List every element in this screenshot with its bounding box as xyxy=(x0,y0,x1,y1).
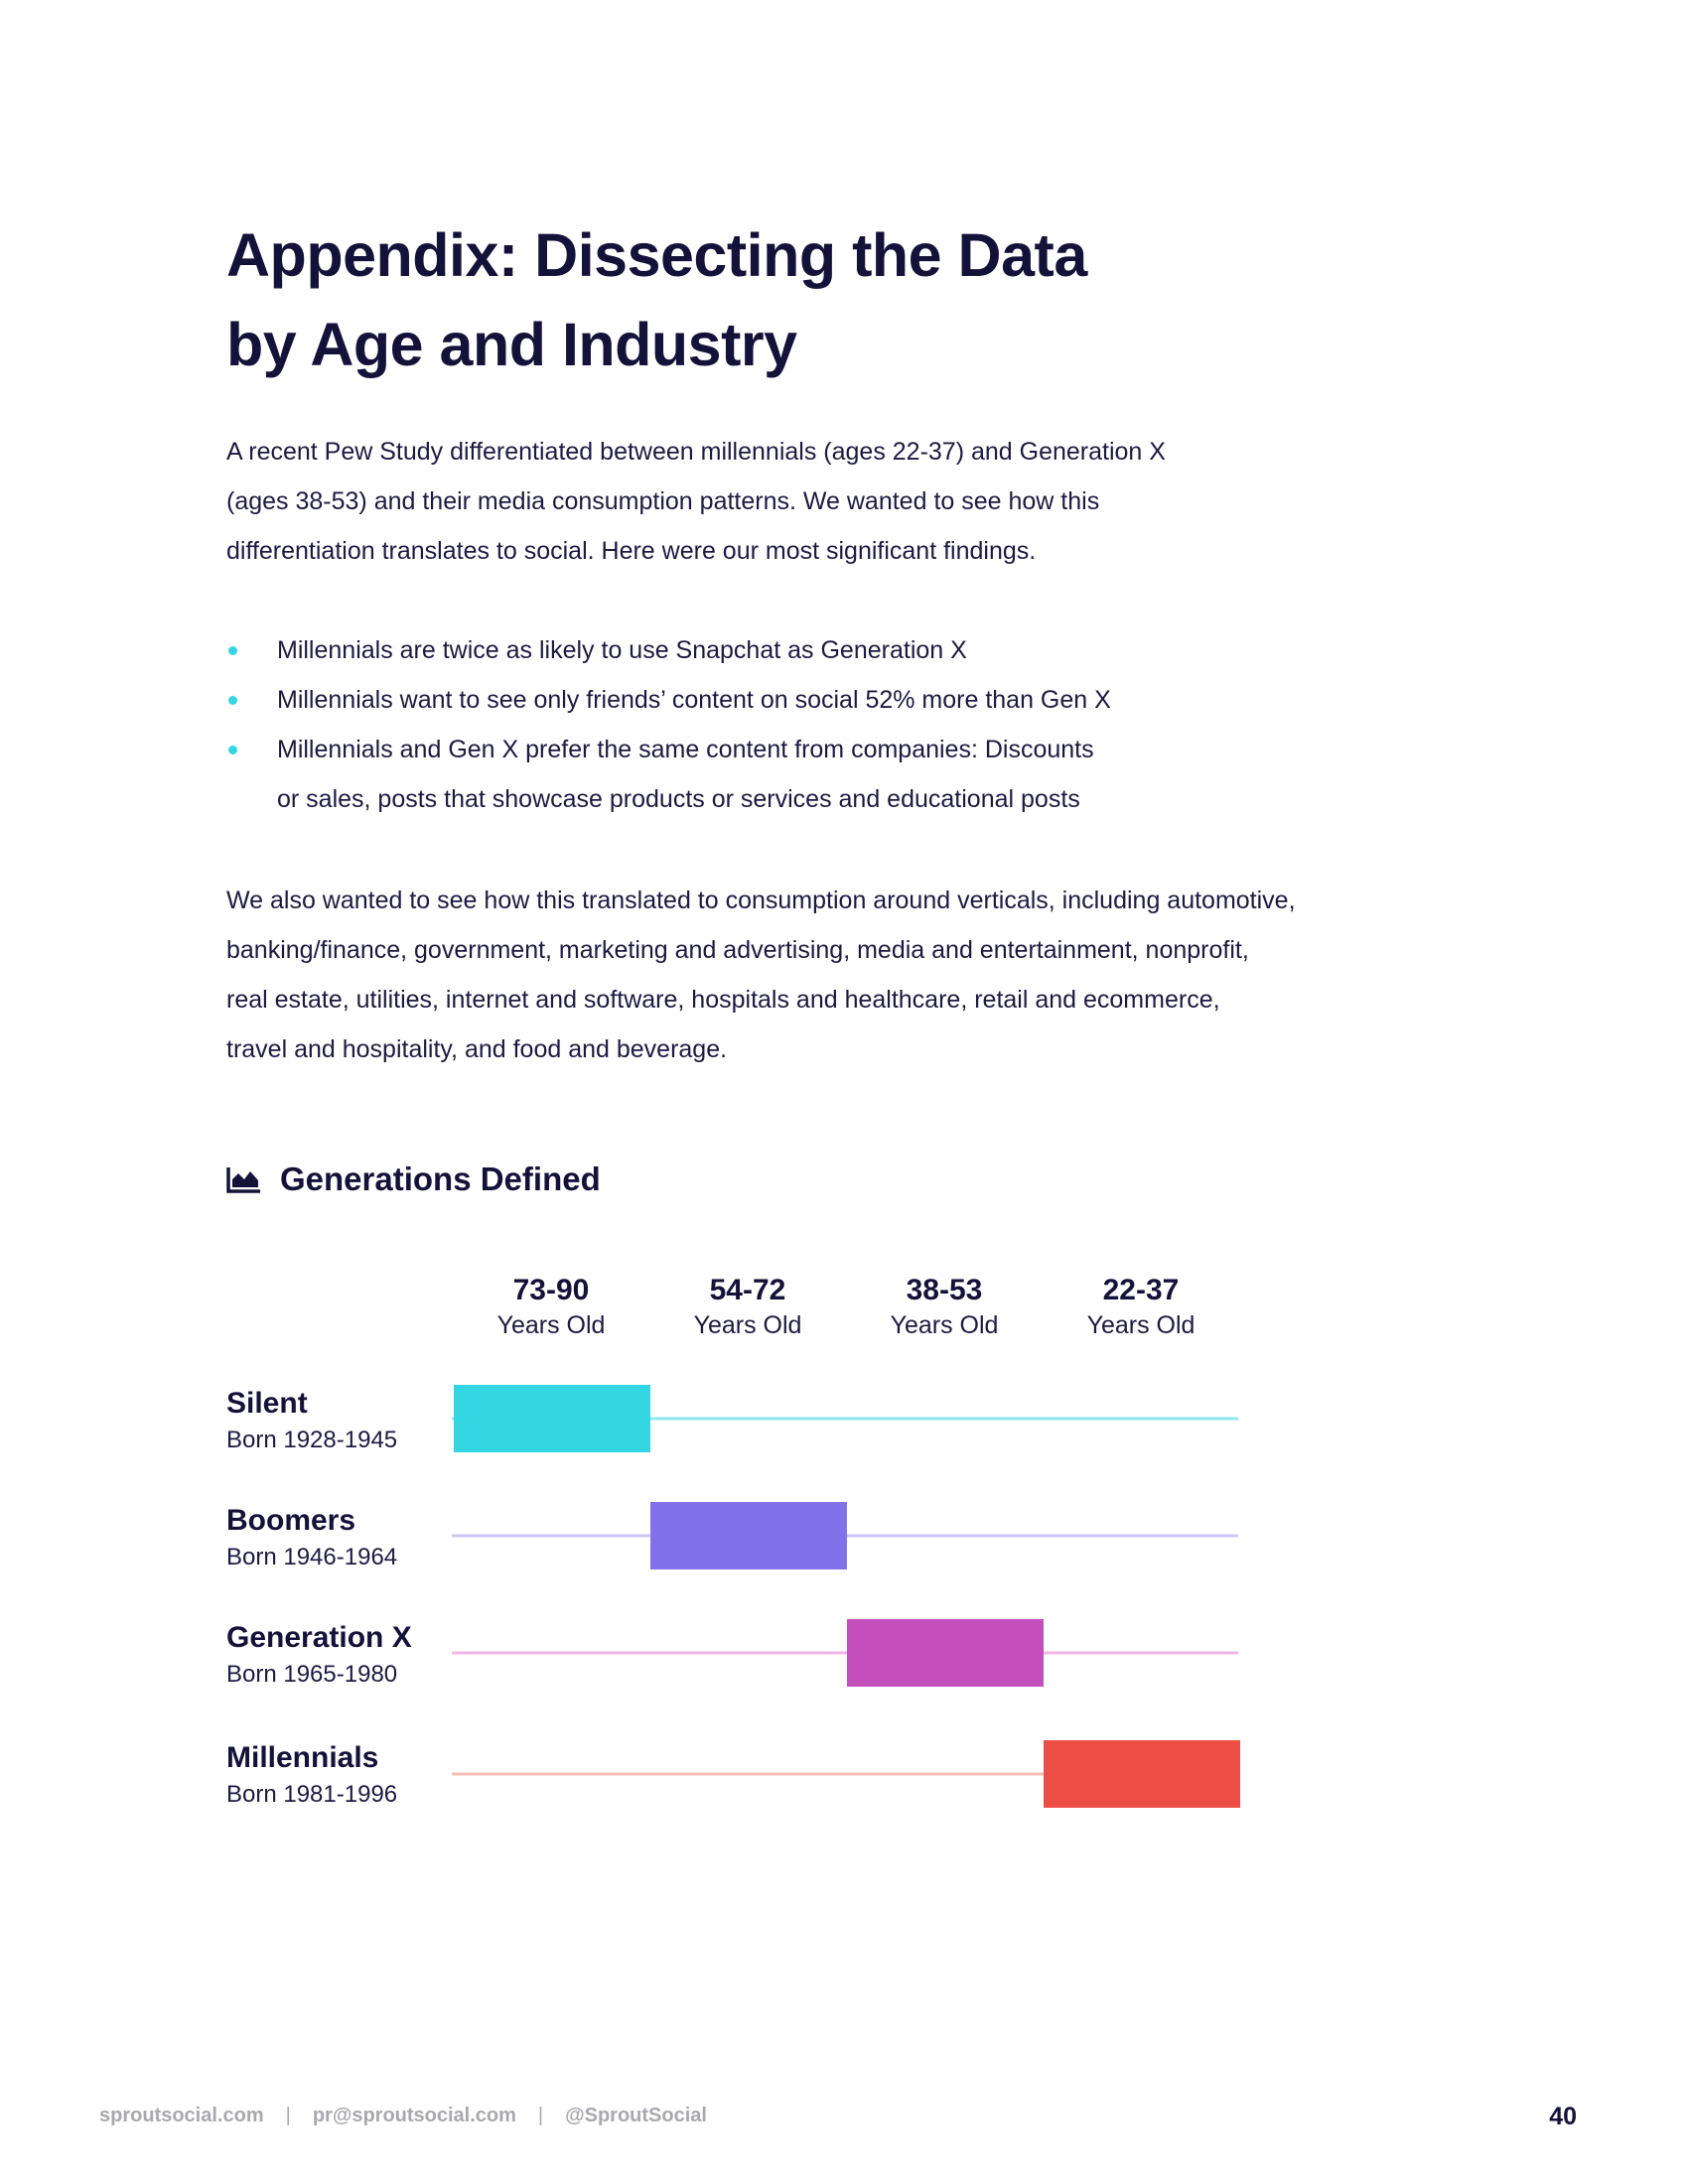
bullet-dot-icon xyxy=(228,746,237,754)
footer-separator: | xyxy=(537,2105,544,2126)
title-line: Appendix: Dissecting the Data xyxy=(226,221,1087,289)
list-item xyxy=(226,725,1418,824)
footer-social-handle: @SproutSocial xyxy=(565,2105,707,2126)
page-title xyxy=(226,210,1418,389)
age-range: 22-37 xyxy=(1102,1274,1180,1306)
generation-label xyxy=(226,1739,445,1813)
generation-label xyxy=(226,1619,445,1693)
generation-bar xyxy=(650,1502,847,1570)
age-unit: Years Old xyxy=(890,1311,999,1339)
generation-name: Silent xyxy=(226,1387,308,1420)
generation-born: Born 1965-1980 xyxy=(226,1661,398,1688)
generation-born: Born 1981-1996 xyxy=(226,1781,398,1808)
age-column-header xyxy=(649,1273,846,1342)
generation-label xyxy=(226,1385,445,1458)
list-item xyxy=(226,675,1418,725)
list-item-text: Millennials want to see only friends’ content on social 52% more than Gen X xyxy=(277,686,1111,714)
findings-list xyxy=(226,625,1418,824)
age-unit: Years Old xyxy=(1086,1311,1196,1339)
list-item-text: Millennials are twice as likely to use Snapchat as Generation X xyxy=(277,636,967,664)
section-title: Generations Defined xyxy=(280,1160,601,1197)
verticals-line: travel and hospitality, and food and beverage. xyxy=(226,1035,728,1063)
intro-line: (ages 38-53) and their media consumption patterns. We wanted to see how this xyxy=(226,487,1100,515)
age-range: 73-90 xyxy=(512,1274,590,1306)
age-column-header xyxy=(846,1273,1043,1342)
verticals-paragraph xyxy=(226,876,1468,1074)
footer-website: sproutsocial.com xyxy=(99,2105,264,2126)
generation-bar xyxy=(847,1619,1044,1687)
generation-name: Boomers xyxy=(226,1504,356,1537)
footer-separator: | xyxy=(285,2105,291,2126)
list-item-text: or sales, posts that showcase products or services and educational posts xyxy=(277,785,1080,813)
generation-name: Generation X xyxy=(226,1621,412,1654)
area-chart-icon xyxy=(226,1165,262,1193)
generation-name: Millennials xyxy=(226,1741,379,1774)
age-unit: Years Old xyxy=(693,1311,802,1339)
age-column-header xyxy=(453,1273,649,1342)
age-unit: Years Old xyxy=(496,1311,606,1339)
generation-label xyxy=(226,1502,445,1575)
intro-line: differentiation translates to social. Here were our most significant findings. xyxy=(226,537,1037,565)
verticals-line: real estate, utilities, internet and software, hospitals and healthcare, retail and ecommerce, xyxy=(226,986,1220,1014)
list-item xyxy=(226,625,1418,675)
intro-paragraph xyxy=(226,427,1418,576)
age-range: 54-72 xyxy=(709,1274,786,1306)
generation-bar xyxy=(1044,1740,1240,1808)
bullet-dot-icon xyxy=(228,646,237,655)
bullet-dot-icon xyxy=(228,696,237,705)
verticals-line: We also wanted to see how this translated to consumption around verticals, including automotive, xyxy=(226,887,1296,914)
timeline-track xyxy=(452,1652,1238,1655)
age-range: 38-53 xyxy=(906,1274,983,1306)
generations-timeline xyxy=(452,1385,1246,1832)
list-item-text: Millennials and Gen X prefer the same content from companies: Discounts xyxy=(277,736,1094,763)
generation-born: Born 1946-1964 xyxy=(226,1544,398,1570)
page-number: 40 xyxy=(1549,2103,1577,2130)
generation-born: Born 1928-1945 xyxy=(226,1427,398,1453)
footer-email: pr@sproutsocial.com xyxy=(312,2105,516,2126)
section-heading xyxy=(226,1156,601,1203)
age-column-header xyxy=(1043,1273,1239,1342)
generation-bar xyxy=(454,1385,650,1452)
footer-links xyxy=(99,2105,707,2127)
intro-line: A recent Pew Study differentiated between millennials (ages 22-37) and Generation X xyxy=(226,438,1166,466)
title-line: by Age and Industry xyxy=(226,311,797,378)
verticals-line: banking/finance, government, marketing and advertising, media and entertainment, nonprofit, xyxy=(226,936,1249,964)
